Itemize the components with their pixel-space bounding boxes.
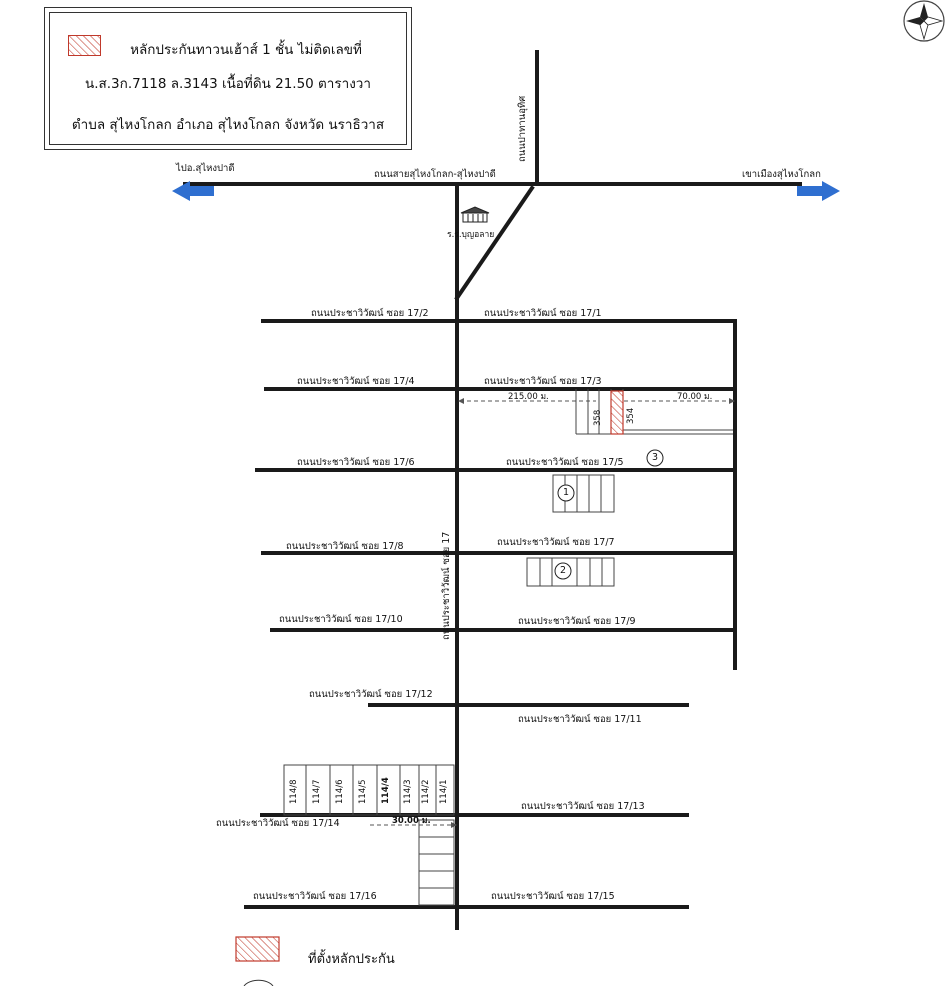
- school-building-icon: [461, 207, 489, 222]
- collateral-plot: [611, 391, 623, 434]
- soi17-1-label: ถนนประชาวิวัฒน์ ซอย 17/1: [484, 308, 602, 319]
- plot-114-8-label: 114/8: [289, 779, 299, 804]
- title-box: [44, 7, 412, 150]
- soi17-7-label: ถนนประชาวิวัฒน์ ซอย 17/7: [497, 537, 615, 548]
- title-line-3: ตำบล สุไหงโกลก อำเภอ สุไหงโกลก จังหวัด นราธิวาส: [71, 117, 385, 133]
- compass-rose-icon: [904, 1, 944, 41]
- plot-stack-south: [419, 820, 454, 905]
- soi17-14-label: ถนนประชาวิวัฒน์ ซอย 17/14: [216, 818, 340, 829]
- plot-114-2-label: 114/2: [421, 779, 431, 804]
- legend-hatch-swatch: [236, 937, 279, 961]
- plot-114-4-label: 114/4: [381, 777, 391, 804]
- soi17-label: ถนนประชาวิวัฒน์ ซอย 17: [441, 531, 452, 640]
- soi17-8-label: ถนนประชาวิวัฒน์ ซอย 17/8: [286, 541, 404, 552]
- distance-215-label: 215.00 ม.: [508, 392, 549, 402]
- soi17-15-label: ถนนประชาวิวัฒน์ ซอย 17/15: [491, 891, 615, 902]
- distance-70-label: 70.00 ม.: [677, 392, 713, 402]
- soi17-4-label: ถนนประชาวิวัฒน์ ซอย 17/4: [297, 376, 415, 387]
- soi17-9-label: ถนนประชาวิวัฒน์ ซอย 17/9: [518, 616, 636, 627]
- main-road-label: ถนนสายสุไหงโกลก-สุไหงปาดี: [374, 169, 496, 180]
- plot-114-5-label: 114/5: [358, 779, 368, 804]
- soi17-3-label: ถนนประชาวิวัฒน์ ซอย 17/3: [484, 376, 602, 387]
- plot-114-3-label: 114/3: [403, 779, 413, 804]
- east-arrow-icon: [797, 181, 840, 201]
- north-road-label: ถนนปาทานอุทิศ: [517, 95, 528, 162]
- soi17-16-label: ถนนประชาวิวัฒน์ ซอย 17/16: [253, 891, 377, 902]
- plot-114-7-label: 114/7: [312, 779, 322, 804]
- distance-30-label: 30.00 ม.: [392, 816, 431, 826]
- school-label: ร.ร.บุญอลาย: [447, 230, 495, 240]
- marker-1-label: 1: [563, 487, 570, 498]
- plot-114-1-label: 114/1: [439, 779, 449, 804]
- diagonal-road: [457, 188, 532, 298]
- title-line-1: หลักประกันทาวนเฮ้าส์ 1 ชั้น ไม่ติดเลขที่: [130, 42, 362, 58]
- soi17-10-label: ถนนประชาวิวัฒน์ ซอย 17/10: [279, 614, 403, 625]
- soi17-11-label: ถนนประชาวิวัฒน์ ซอย 17/11: [518, 714, 642, 725]
- legend-circle-partial: [244, 980, 273, 986]
- plot-354-label: 354: [626, 407, 636, 424]
- soi17-13-label: ถนนประชาวิวัฒน์ ซอย 17/13: [521, 801, 645, 812]
- marker-3-label: 3: [652, 452, 659, 463]
- plot-358-label: 358: [593, 409, 603, 426]
- east-direction-label: เขาเมืองสุไหงโกลก: [742, 169, 821, 180]
- marker-2-label: 2: [560, 565, 567, 576]
- roads: [185, 52, 800, 928]
- soi17-6-label: ถนนประชาวิวัฒน์ ซอย 17/6: [297, 457, 415, 468]
- title-line-2: น.ส.3ก.7118 ล.3143 เนื้อที่ดิน 21.50 ตารางวา: [85, 76, 371, 92]
- plot-114-6-label: 114/6: [335, 779, 345, 804]
- west-direction-label: ไปอ.สุไหงปาดี: [176, 163, 235, 174]
- soi17-5-label: ถนนประชาวิวัฒน์ ซอย 17/5: [506, 457, 624, 468]
- soi17-2-label: ถนนประชาวิวัฒน์ ซอย 17/2: [311, 308, 429, 319]
- soi17-12-label: ถนนประชาวิวัฒน์ ซอย 17/12: [309, 689, 433, 700]
- legend-collateral-label: ที่ตั้งหลักประกัน: [308, 952, 395, 967]
